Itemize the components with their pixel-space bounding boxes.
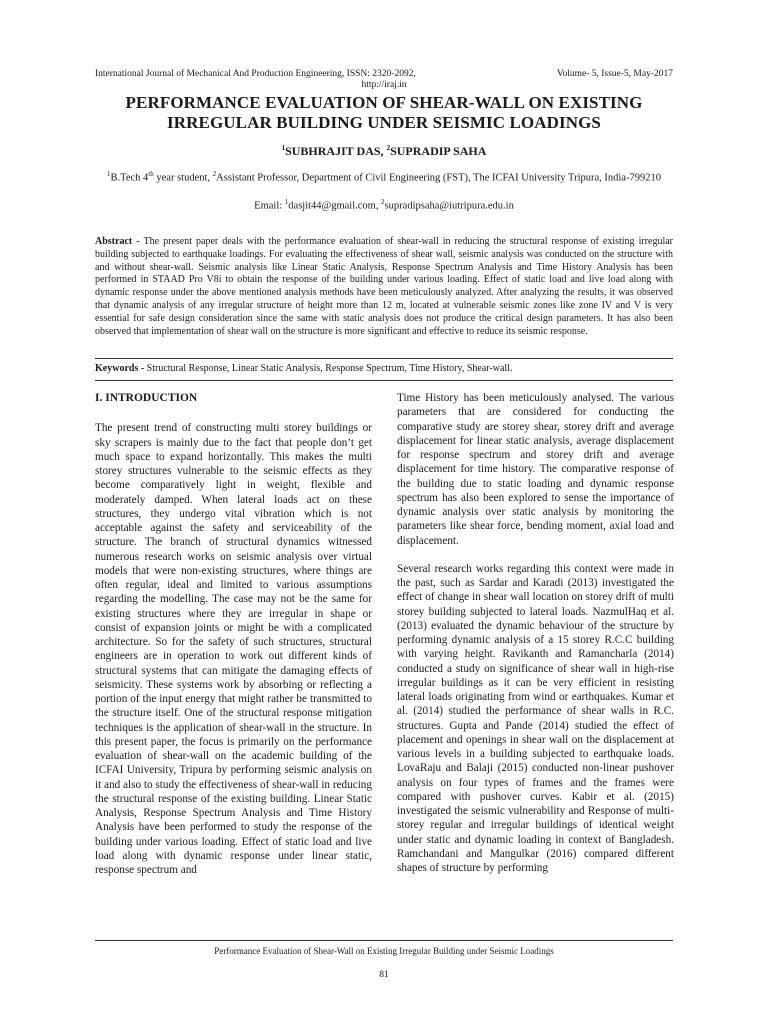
email-1[interactable]: dasjit44@gmail.com, (288, 200, 382, 212)
journal-volume: Volume- 5, Issue-5, May-2017 (556, 69, 673, 79)
author-2: SUPRADIP SAHA (390, 144, 487, 158)
aff-text: B.Tech 4 (110, 172, 149, 184)
paragraph: Several research works regarding this context were made in the past, such as Sardar and Karadi (2013) investigated the effect of change in shear wall location on storey drift of multi storey building subjected to lateral loads. NazmulHaq et al. (2013) evaluated the dynamic behaviour of the structure by performing dynamic analysis of a 15 storey R.C.C building with varying height. Ravikanth and Ramancharla (2014) conducted a study on significance of shear wall in high-rise irregular buildings as it can be very efficient in resisting lateral loads originating from wind or earthquakes. Kumar et al. (2014) studied the performance of shear walls in R.C. structures. Gupta and Pande (2014) studied the effect of placement and openings in shear wall on the displacement at various levels in a building subjected to earthquake loads. LovaRaju and Balaji (2015) conducted non-linear pushover analysis on four types of frames and the frames were compared with pushover curves. Kabir et al. (2015) investigated the seismic vulnerability and Response of multi-storey regular and irregular buildings of identical weight under static and dynamic loading in context of Bangladesh. Ramchandani and Mangulkar (2016) compared different shapes of structure by performing (397, 562, 674, 874)
abstract (95, 236, 673, 338)
title-line: IRREGULAR BUILDING UNDER SEISMIC LOADINGS (167, 113, 601, 132)
column-right (397, 391, 674, 889)
divider (95, 380, 673, 381)
aff-sup: th (148, 170, 154, 178)
paragraph: The present trend of constructing multi storey buildings or sky scrapers is mainly due to the fact that people don’t get much space to expand horizontally. This makes the multi storey structures vulnerable to the seismic effects as they become comparatively light in weight, flexible and moderately damped. When lateral loads act on these structures, they undergo vital vibration which is not acceptable against the safety and serviceability of the structure. The branch of structural dynamics witnessed numerous research works on seismic analysis over virtual models that were non-existing structures, where things are often regular, ideal and limited to various assumptions regarding the modelling. The case may not be the same for existing structures where they are irregular in shape or consist of expansion joints or might be with a complicated architecture. So for the safety of such structures, structural engineers are in operation to work out different kinds of structural systems that can mitigate the damaging effects of seismicity. These systems work by absorbing or reflecting a portion of the input energy that might rather be transmitted to the structure itself. One of the structural response mitigation techniques is the application of shear-wall in the structure. In this present paper, the focus is primarily on the performance evaluation of shear-wall on the academic building of the ICFAI University, Tripura by performing seismic analysis on it and also to study the effectiveness of shear-wall in reducing the structural response of the existing building. Linear Static Analysis, Response Spectrum Analysis and Time History Analysis have been performed to study the response of the building under various loading. Effect of static load and live load along with dynamic response under linear static, response spectrum and (95, 422, 372, 876)
aff-sup: 2 (212, 170, 217, 178)
section-heading: I. INTRODUCTION (95, 392, 198, 404)
page-number: 81 (379, 970, 389, 980)
running-footer: Performance Evaluation of Shear-Wall on Existing Irregular Building under Seismic Loadings (214, 946, 554, 956)
aff-sup: 1 (107, 170, 111, 178)
paragraph: Time History has been meticulously analysed. The various parameters that are considered for conducting the comparative study are storey shear, storey drift and average displacement for linear static analysis, average displacement for response spectrum and storey drift and average displacement for time history. The comparative response of the building due to static loading and dynamic response spectrum has also been explored to sense the importance of dynamic analysis over static analysis by monitoring the parameters like shear force, bending moment, axial load and displacement. (397, 392, 674, 547)
email-line (95, 196, 673, 213)
aff-text: Assistant Professor, Department of Civil Engineering (FST), The ICFAI University Tripura, India-799210 (216, 172, 661, 184)
author-sup: 2 (386, 144, 391, 152)
email-label: Email: (254, 200, 285, 212)
divider (95, 940, 673, 941)
paper-title (60, 93, 708, 133)
authors (60, 144, 708, 159)
keywords (95, 362, 673, 375)
title-line: PERFORMANCE EVALUATION OF SHEAR-WALL ON EXISTING (125, 93, 643, 112)
aff-text: year student, (153, 172, 213, 184)
abstract-text: The present paper deals with the performance evaluation of shear-wall in reducing the structural response of existing irregular building subjected to earthquake loadings. For evaluating the effectiveness of shear wall, seismic analysis was conducted on the structure with and without shear-wall. Seismic analysis like Linear Static Analysis, Response Spectrum Analysis and Time History Analysis has been performed in STAAD Pro V8i to obtain the response of the building under various loading. Effect of static load and live load along with dynamic response under the above mentioned analysis methods have been meticulously analyzed. After analyzing the results, it was observed that dynamic analysis of any irregular structure of height more than 12 m, located at vulnerable seismic zones like zone IV and V is very essential for safe design consideration since the same with static analysis does not produce the critical design parameters. It has also been observed that implementation of shear wall on the structure is more significant and effective to reduce its seismic response. (95, 236, 673, 337)
keywords-text: Structural Response, Linear Static Analysis, Response Spectrum, Time History, Shear-wall. (146, 363, 513, 374)
abstract-label: Abstract - (95, 236, 144, 247)
email-2[interactable]: supradipsaha@iutripura.edu.in (384, 200, 514, 212)
journal-name: International Journal of Mechanical And Production Engineering, ISSN: 2320-2092, (95, 69, 416, 79)
email-sup: 2 (381, 198, 385, 206)
divider (95, 358, 673, 359)
affiliation (95, 168, 673, 185)
email-sup: 1 (284, 198, 289, 206)
author-sup: 1 (281, 144, 286, 152)
author-1: SUBHRAJIT DAS, (285, 144, 387, 158)
column-left (95, 391, 372, 891)
journal-url[interactable]: http://iraj.in (361, 80, 407, 90)
keywords-label: Keywords - (95, 363, 147, 374)
